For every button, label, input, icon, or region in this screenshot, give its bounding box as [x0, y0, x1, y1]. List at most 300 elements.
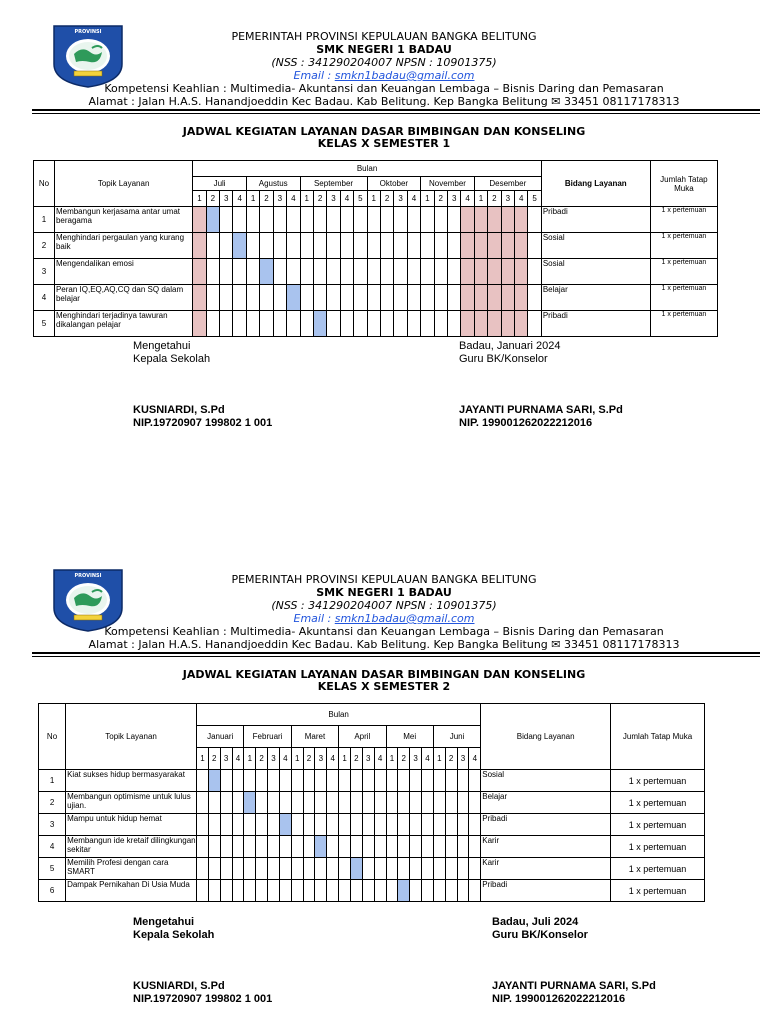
week-number: 2 [208, 748, 220, 770]
week-cell [260, 207, 273, 233]
row-bidang: Pribadi [541, 207, 650, 233]
week-cell [327, 836, 339, 858]
scheduled-week-cell [279, 814, 291, 836]
week-cell [386, 858, 398, 880]
week-cell [488, 311, 501, 337]
government-name: PEMERINTAH PROVINSI KEPULAUAN BANGKA BELITUNG [231, 573, 537, 586]
month-header: Mei [386, 726, 433, 748]
month-header: April [339, 726, 386, 748]
week-cell [380, 285, 393, 311]
week-cell [233, 207, 246, 233]
kompetensi-line: Kompetensi Keahlian : Multimedia- Akuntansi dan Keuangan Lembaga – Bisnis Daring dan Pemasaran [104, 625, 664, 638]
week-cell [350, 814, 362, 836]
sign-left-line2: Kepala Sekolah [133, 929, 215, 941]
week-cell [433, 792, 445, 814]
week-cell [374, 770, 386, 792]
week-number: 4 [233, 191, 246, 207]
week-cell [339, 858, 351, 880]
week-cell [220, 836, 232, 858]
week-cell [268, 880, 280, 902]
week-cell [327, 285, 340, 311]
week-number: 1 [421, 191, 434, 207]
week-cell [287, 207, 300, 233]
headmaster-name: KUSNIARDI, S.Pd [133, 404, 225, 416]
week-cell [394, 207, 407, 233]
week-cell [474, 311, 487, 337]
week-cell [445, 858, 457, 880]
week-cell [256, 814, 268, 836]
week-number: 1 [300, 191, 313, 207]
week-number: 1 [339, 748, 351, 770]
week-number: 1 [367, 191, 380, 207]
letterhead-divider [32, 109, 760, 114]
row-no: 1 [39, 770, 66, 792]
week-cell [232, 880, 244, 902]
row-jumlah: 1 x pertemuan [611, 770, 705, 792]
table-row [39, 770, 705, 792]
week-cell [268, 770, 280, 792]
week-cell [398, 814, 410, 836]
week-cell [291, 836, 303, 858]
week-number: 4 [407, 191, 420, 207]
week-cell [232, 836, 244, 858]
row-jumlah: 1 x pertemuan [611, 858, 705, 880]
week-cell [220, 792, 232, 814]
week-number: 2 [350, 748, 362, 770]
week-cell [273, 207, 286, 233]
week-cell [291, 770, 303, 792]
row-no: 4 [34, 285, 55, 311]
week-cell [528, 233, 541, 259]
week-cell [327, 770, 339, 792]
week-number: 3 [394, 191, 407, 207]
week-cell [339, 880, 351, 902]
week-cell [367, 311, 380, 337]
week-cell [457, 836, 469, 858]
week-cell [220, 311, 233, 337]
week-cell [208, 858, 220, 880]
week-cell [457, 814, 469, 836]
week-cell [246, 233, 259, 259]
col-jumlah-header: Jumlah Tatap Muka [611, 704, 705, 770]
week-number: 3 [327, 191, 340, 207]
week-number: 5 [354, 191, 367, 207]
week-number: 3 [220, 191, 233, 207]
week-cell [300, 207, 313, 233]
government-name: PEMERINTAH PROVINSI KEPULAUAN BANGKA BELITUNG [231, 30, 537, 43]
week-cell [279, 880, 291, 902]
week-cell [232, 770, 244, 792]
sign-right-line1: Badau, Juli 2024 [492, 916, 579, 928]
week-cell [327, 880, 339, 902]
week-cell [273, 285, 286, 311]
scheduled-week-cell [287, 285, 300, 311]
letterhead-divider [32, 652, 760, 657]
week-cell [268, 858, 280, 880]
row-no: 5 [34, 311, 55, 337]
week-cell [327, 233, 340, 259]
month-header: Februari [244, 726, 291, 748]
week-cell [469, 880, 481, 902]
week-cell [315, 880, 327, 902]
week-number: 4 [340, 191, 353, 207]
week-number: 1 [386, 748, 398, 770]
week-cell [474, 233, 487, 259]
row-jumlah: 1 x pertemuan [650, 311, 717, 337]
header-row [39, 704, 705, 726]
week-cell [367, 207, 380, 233]
week-cell [354, 285, 367, 311]
week-cell [303, 770, 315, 792]
month-header: November [421, 177, 475, 191]
week-cell [394, 311, 407, 337]
week-cell [232, 858, 244, 880]
scheduled-week-cell [350, 858, 362, 880]
week-cell [367, 285, 380, 311]
col-jumlah-header: Jumlah Tatap Muka [650, 161, 717, 207]
week-cell [220, 233, 233, 259]
sign-right-line2: Guru BK/Konselor [492, 929, 588, 941]
week-cell [501, 233, 514, 259]
counselor-nip: NIP. 199001262022212016 [492, 993, 626, 1005]
week-cell [445, 836, 457, 858]
row-topik: Menghindari pergaulan yang kurang baik [54, 233, 192, 259]
counselor-name: JAYANTI PURNAMA SARI, S.Pd [492, 980, 656, 992]
week-cell [350, 770, 362, 792]
week-cell [488, 207, 501, 233]
schedule-title-line2: KELAS X SEMESTER 2 [317, 680, 451, 693]
week-cell [268, 814, 280, 836]
week-cell [300, 259, 313, 285]
week-number: 2 [380, 191, 393, 207]
row-topik: Peran IQ,EQ,AQ,CQ dan SQ dalam belajar [54, 285, 192, 311]
scheduled-week-cell [260, 259, 273, 285]
week-cell [422, 836, 434, 858]
week-cell [515, 259, 528, 285]
row-bidang: Pribadi [541, 311, 650, 337]
week-cell [246, 259, 259, 285]
week-cell [244, 770, 256, 792]
row-bidang: Belajar [481, 792, 611, 814]
school-name: SMK NEGERI 1 BADAU [316, 586, 452, 599]
week-cell [354, 207, 367, 233]
row-no: 6 [39, 880, 66, 902]
week-cell [220, 207, 233, 233]
row-topik: Membangun ide kretaif dilingkungan sekitar [66, 836, 197, 858]
week-cell [354, 259, 367, 285]
scheduled-week-cell [208, 770, 220, 792]
week-cell [300, 233, 313, 259]
week-cell [291, 880, 303, 902]
week-cell [206, 311, 219, 337]
row-jumlah: 1 x pertemuan [611, 836, 705, 858]
row-topik: Memilih Profesi dengan cara SMART [66, 858, 197, 880]
week-cell [303, 792, 315, 814]
week-cell [291, 858, 303, 880]
week-cell [407, 285, 420, 311]
week-number: 4 [279, 748, 291, 770]
week-cell [386, 792, 398, 814]
week-number: 2 [256, 748, 268, 770]
week-number: 1 [244, 748, 256, 770]
row-jumlah: 1 x pertemuan [611, 880, 705, 902]
week-cell [208, 880, 220, 902]
week-cell [421, 311, 434, 337]
row-topik: Mampu untuk hidup hemat [66, 814, 197, 836]
week-cell [421, 259, 434, 285]
week-cell [300, 285, 313, 311]
week-number: 1 [193, 191, 206, 207]
week-cell [193, 311, 206, 337]
week-cell [303, 858, 315, 880]
week-cell [433, 880, 445, 902]
week-cell [206, 233, 219, 259]
week-cell [354, 233, 367, 259]
week-cell [421, 233, 434, 259]
month-header: Juni [433, 726, 480, 748]
row-bidang: Sosial [541, 233, 650, 259]
schedule-title-line1: JADWAL KEGIATAN LAYANAN DASAR BIMBINGAN DAN KONSELING [182, 125, 586, 138]
week-cell [447, 233, 460, 259]
week-cell [469, 858, 481, 880]
week-cell [273, 233, 286, 259]
week-cell [434, 259, 447, 285]
week-cell [380, 207, 393, 233]
row-jumlah: 1 x pertemuan [650, 207, 717, 233]
week-cell [394, 259, 407, 285]
week-cell [422, 792, 434, 814]
email-link[interactable]: smkn1badau@gmail.com [334, 612, 475, 625]
week-cell [362, 770, 374, 792]
email-label: Email : [293, 69, 335, 82]
week-cell [327, 814, 339, 836]
week-cell [193, 259, 206, 285]
week-cell [380, 311, 393, 337]
week-cell [193, 207, 206, 233]
week-cell [469, 836, 481, 858]
week-cell [256, 880, 268, 902]
week-cell [327, 259, 340, 285]
table-row [34, 285, 718, 311]
week-cell [474, 207, 487, 233]
row-bidang: Sosial [541, 259, 650, 285]
week-cell [327, 207, 340, 233]
week-cell [386, 814, 398, 836]
week-number: 1 [246, 191, 259, 207]
week-cell [407, 233, 420, 259]
row-topik: Dampak Pernikahan Di Usia Muda [66, 880, 197, 902]
week-cell [474, 285, 487, 311]
week-cell [208, 792, 220, 814]
week-cell [339, 814, 351, 836]
table-row [39, 836, 705, 858]
week-cell [515, 233, 528, 259]
week-number: 4 [469, 748, 481, 770]
week-number: 1 [474, 191, 487, 207]
row-bidang: Karir [481, 858, 611, 880]
week-cell [287, 233, 300, 259]
week-cell [434, 233, 447, 259]
headmaster-nip: NIP.19720907 199802 1 001 [133, 993, 273, 1005]
col-bulan-header: Bulan [193, 161, 542, 177]
week-cell [422, 858, 434, 880]
week-number: 4 [327, 748, 339, 770]
week-cell [220, 770, 232, 792]
week-cell [197, 814, 209, 836]
week-cell [256, 792, 268, 814]
week-cell [398, 858, 410, 880]
col-bulan-header: Bulan [197, 704, 481, 726]
table-row [39, 858, 705, 880]
week-cell [488, 259, 501, 285]
week-number: 1 [291, 748, 303, 770]
week-cell [220, 880, 232, 902]
table-row [39, 880, 705, 902]
week-cell [374, 880, 386, 902]
week-cell [422, 770, 434, 792]
schedule-table [38, 703, 705, 902]
week-cell [421, 285, 434, 311]
month-header: Juli [193, 177, 247, 191]
month-header: Agustus [246, 177, 300, 191]
signature-right [492, 916, 656, 1006]
row-no: 1 [34, 207, 55, 233]
week-cell [260, 233, 273, 259]
table-row [34, 259, 718, 285]
school-name: SMK NEGERI 1 BADAU [316, 43, 452, 56]
row-no: 5 [39, 858, 66, 880]
signature-left [133, 340, 272, 430]
week-cell [394, 285, 407, 311]
week-cell [501, 311, 514, 337]
kompetensi-line: Kompetensi Keahlian : Multimedia- Akuntansi dan Keuangan Lembaga – Bisnis Daring dan Pemasaran [104, 82, 664, 95]
address-line: Alamat : Jalan H.A.S. Hanandjoeddin Kec Badau. Kab Belitung. Kep Bangka Belitung ✉ 33451 08117178313 [88, 638, 680, 651]
week-cell [279, 858, 291, 880]
week-cell [313, 233, 326, 259]
week-cell [461, 207, 474, 233]
school-email-line [0, 69, 768, 82]
week-cell [515, 207, 528, 233]
week-number: 2 [488, 191, 501, 207]
week-cell [197, 858, 209, 880]
week-cell [232, 792, 244, 814]
email-link[interactable]: smkn1badau@gmail.com [334, 69, 475, 82]
week-cell [244, 814, 256, 836]
week-cell [447, 259, 460, 285]
schedule-title [0, 669, 768, 693]
week-cell [410, 836, 422, 858]
week-number: 3 [220, 748, 232, 770]
table-row [34, 207, 718, 233]
col-no-header: No [34, 161, 55, 207]
week-cell [244, 858, 256, 880]
week-cell [488, 285, 501, 311]
week-number: 2 [445, 748, 457, 770]
week-cell [268, 836, 280, 858]
sign-left-line1: Mengetahui [133, 916, 195, 928]
week-cell [445, 770, 457, 792]
week-cell [350, 792, 362, 814]
row-bidang: Pribadi [481, 880, 611, 902]
week-cell [367, 233, 380, 259]
week-cell [474, 259, 487, 285]
counselor-nip: NIP. 199001262022212016 [459, 417, 593, 429]
week-cell [340, 207, 353, 233]
week-cell [279, 836, 291, 858]
header-row [34, 161, 718, 177]
week-cell [339, 770, 351, 792]
week-number: 3 [410, 748, 422, 770]
scheduled-week-cell [244, 792, 256, 814]
week-cell [246, 311, 259, 337]
week-cell [244, 836, 256, 858]
row-topik: Membangun optimisme untuk lulus ujian. [66, 792, 197, 814]
week-number: 3 [268, 748, 280, 770]
week-cell [313, 259, 326, 285]
week-cell [433, 836, 445, 858]
school-nss: (NSS : 341290204007 NPSN : 10901375) [271, 56, 497, 69]
table-row [34, 311, 718, 337]
week-cell [246, 207, 259, 233]
week-cell [380, 233, 393, 259]
col-bidang-header: Bidang Layanan [541, 161, 650, 207]
row-bidang: Karir [481, 836, 611, 858]
week-cell [445, 814, 457, 836]
month-header: Januari [197, 726, 244, 748]
week-number: 2 [260, 191, 273, 207]
week-cell [386, 880, 398, 902]
week-cell [303, 880, 315, 902]
week-cell [273, 311, 286, 337]
table-row [34, 233, 718, 259]
week-cell [501, 285, 514, 311]
table-row [39, 792, 705, 814]
week-cell [279, 770, 291, 792]
week-cell [421, 207, 434, 233]
week-number: 3 [447, 191, 460, 207]
week-cell [445, 880, 457, 902]
row-jumlah: 1 x pertemuan [650, 233, 717, 259]
week-cell [434, 207, 447, 233]
sign-right-line1: Badau, Januari 2024 [459, 340, 561, 352]
sign-left-line2: Kepala Sekolah [133, 353, 211, 365]
week-cell [433, 814, 445, 836]
week-cell [469, 814, 481, 836]
week-cell [244, 880, 256, 902]
week-cell [340, 285, 353, 311]
week-cell [340, 311, 353, 337]
col-bidang-header: Bidang Layanan [481, 704, 611, 770]
week-number: 2 [206, 191, 219, 207]
week-cell [339, 836, 351, 858]
week-cell [350, 836, 362, 858]
week-cell [434, 285, 447, 311]
week-cell [410, 770, 422, 792]
week-number: 1 [197, 748, 209, 770]
week-number: 3 [457, 748, 469, 770]
week-cell [528, 259, 541, 285]
week-cell [206, 285, 219, 311]
week-cell [350, 880, 362, 902]
sign-right-line2: Guru BK/Konselor [459, 353, 548, 365]
week-cell [407, 207, 420, 233]
week-cell [279, 792, 291, 814]
row-topik: Membangun kerjasama antar umat beragama [54, 207, 192, 233]
week-number: 4 [232, 748, 244, 770]
svg-text:PROVINSI: PROVINSI [74, 29, 102, 35]
week-cell [233, 285, 246, 311]
week-cell [386, 836, 398, 858]
